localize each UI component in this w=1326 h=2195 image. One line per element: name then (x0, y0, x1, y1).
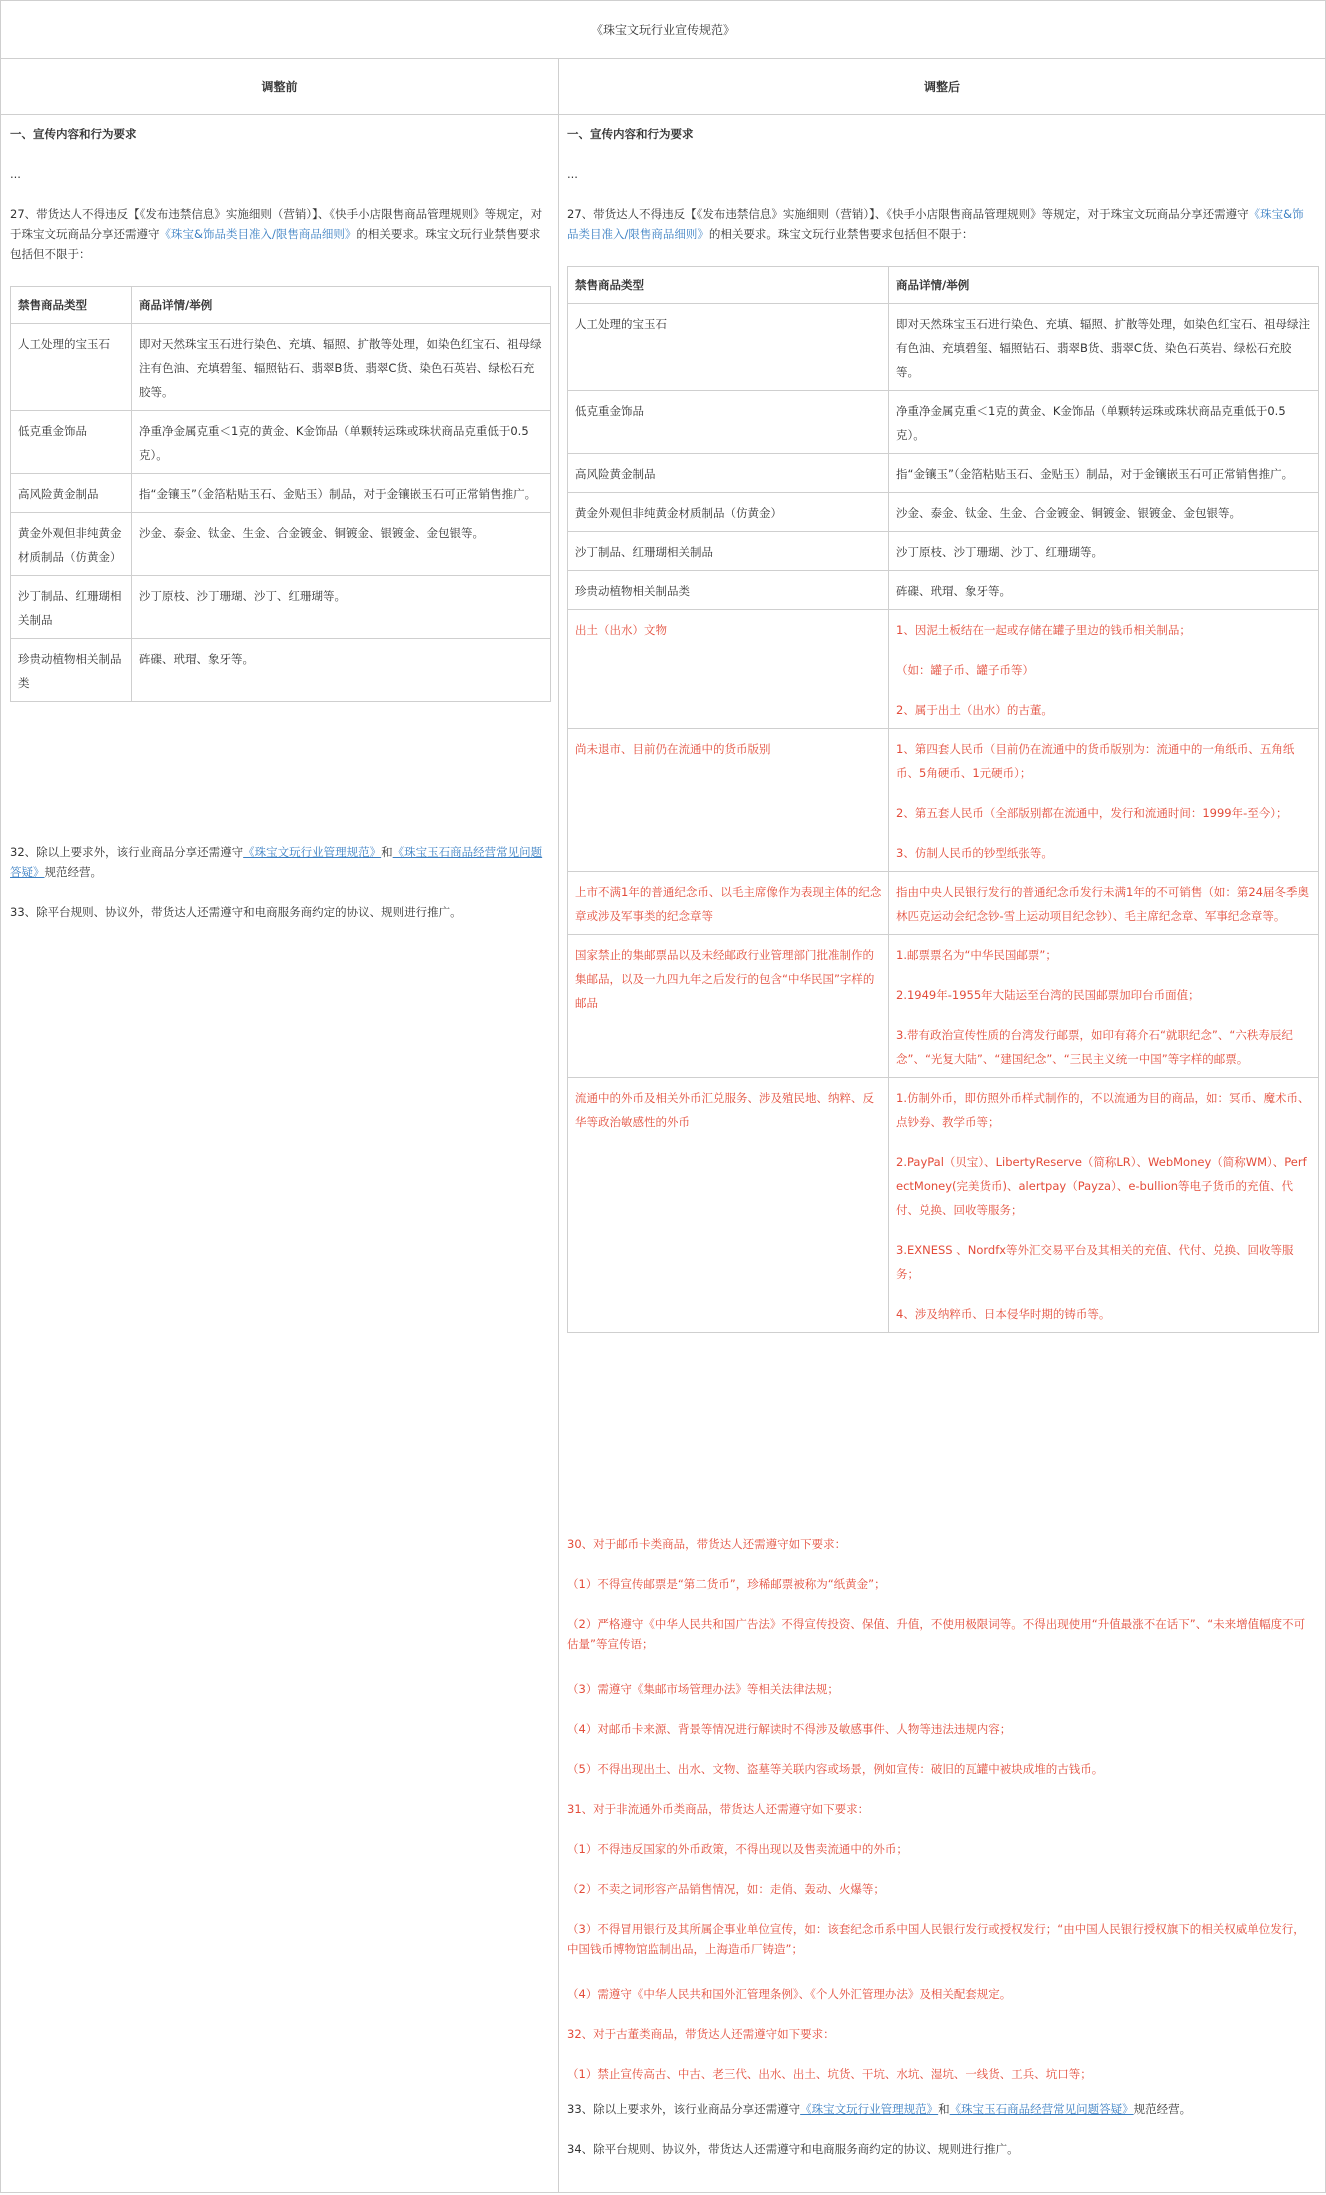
item-detail-cell (889, 304, 1319, 391)
item-type-cell: 沙丁制品、红珊瑚相关制品 (11, 576, 132, 639)
detail-paragraph: 2.1949年-1955年大陆运至台湾的民国邮票加印台币面值； (896, 988, 1200, 1002)
item-detail-cell (889, 454, 1319, 493)
table-row (11, 411, 551, 474)
rule-paragraph: （2）严格遵守《中华人民共和国广告法》不得宣传投资、保值、升值，不使用极限词等。不得出现使用“升值最涨不在话下”、“未来增值幅度不可估量”等宣传语； (567, 1617, 1306, 1651)
before-header: 调整前 (261, 79, 298, 94)
item-type-cell: 黄金外观但非纯黄金材质制品（仿黄金） (11, 513, 132, 576)
rule-paragraph: （5）不得出现出土、出水、文物、盗墓等关联内容或场景，例如宣传：破旧的瓦罐中被块成堆的古钱币。 (567, 1762, 1104, 1776)
rule-33: 33、除平台规则、协议外，带货达人还需遵守和电商服务商约定的协议、规则进行推广。 (10, 905, 462, 919)
table-row (11, 474, 551, 513)
column-header-type: 禁售商品类型 (568, 267, 889, 304)
table-row (568, 610, 1319, 729)
item-type-cell: 高风险黄金制品 (11, 474, 132, 513)
prohibited-items-table (567, 266, 1319, 1333)
table-row (11, 513, 551, 576)
table-row (568, 532, 1319, 571)
section-heading: 一、宣传内容和行为要求 (10, 127, 137, 141)
rule-paragraph: 30、对于邮币卡类商品，带货达人还需遵守如下要求： (567, 1537, 847, 1551)
rule-27: 27、带货达人不得违反【《发布违禁信息》实施细则（营销）】、《快手小店限售商品管理规则》等规定，对于珠宝文玩商品分享还需遵守《珠宝&饰品类目准入/限售商品细则》的相关要求。珠宝文玩行业禁售要求包括但不限于： (567, 207, 1304, 241)
detail-paragraph: 3.EXNESS 、Nordfx等外汇交易平台及其相关的充值、代付、兑换、回收等服务； (896, 1243, 1294, 1281)
item-type-cell: 低克重金饰品 (11, 411, 132, 474)
item-detail-cell (889, 391, 1319, 454)
after-header: 调整后 (923, 79, 960, 94)
rule-33: 33、除以上要求外，该行业商品分享还需遵守《珠宝文玩行业管理规范》和《珠宝玉石商品经营常见问题答疑》规范经营。 (567, 2102, 1192, 2116)
detail-paragraph: （如：罐子币、罐子币等） (896, 663, 1034, 677)
item-type-cell: 尚未退市、目前仍在流通中的货币版别 (568, 729, 889, 872)
detail-paragraph: 2、属于出土（出水）的古董。 (896, 703, 1053, 717)
item-type-cell: 流通中的外币及相关外币汇兑服务、涉及殖民地、纳粹、反华等政治敏感性的外币 (568, 1078, 889, 1333)
ellipsis: ... (567, 167, 578, 181)
section-heading: 一、宣传内容和行为要求 (567, 127, 694, 141)
table-row (568, 391, 1319, 454)
item-detail-cell: 沙金、泰金、钛金、生金、合金镀金、铜镀金、银镀金、金包银等。 (132, 513, 551, 576)
ellipsis: ... (10, 167, 21, 181)
rule-paragraph: 31、对于非流通外币类商品，带货达人还需遵守如下要求： (567, 1802, 870, 1816)
item-detail-cell: 指“金镶玉”（金箔粘贴玉石、金贴玉）制品，对于金镶嵌玉石可正常销售推广。 (132, 474, 551, 513)
item-type-cell: 低克重金饰品 (568, 391, 889, 454)
rule-34: 34、除平台规则、协议外，带货达人还需遵守和电商服务商约定的协议、规则进行推广。 (567, 2142, 1019, 2156)
rule-32: 32、除以上要求外，该行业商品分享还需遵守《珠宝文玩行业管理规范》和《珠宝玉石商品经营常见问题答疑》规范经营。 (10, 845, 543, 879)
item-detail-cell: 净重净金属克重＜1克的黄金、K金饰品（单颗转运珠或珠状商品克重低于0.5克）。 (132, 411, 551, 474)
column-header-type: 禁售商品类型 (11, 287, 132, 324)
detail-paragraph: 净重净金属克重＜1克的黄金、K金饰品（单颗转运珠或珠状商品克重低于0.5克）。 (896, 404, 1286, 442)
item-type-cell: 沙丁制品、红珊瑚相关制品 (568, 532, 889, 571)
category-rules-link[interactable]: 《珠宝&饰品类目准入/限售商品细则》 (159, 227, 357, 241)
item-type-cell: 珍贵动植物相关制品类 (568, 571, 889, 610)
rule-paragraph: （2）不卖之词形容产品销售情况，如：走俏、轰动、火爆等； (567, 1882, 885, 1896)
column-header-detail: 商品详情/举例 (132, 287, 551, 324)
table-header-row (11, 287, 551, 324)
detail-paragraph: 3、仿制人民币的钞型纸张等。 (896, 846, 1053, 860)
detail-paragraph: 砗磲、玳瑁、象牙等。 (896, 584, 1011, 598)
rule-paragraph: 32、对于古董类商品，带货达人还需遵守如下要求： (567, 2027, 835, 2041)
item-detail-cell (889, 571, 1319, 610)
detail-paragraph: 沙金、泰金、钛金、生金、合金镀金、铜镀金、银镀金、金包银等。 (896, 506, 1241, 520)
table-row (568, 872, 1319, 935)
item-type-cell: 珍贵动植物相关制品类 (11, 639, 132, 702)
faq-link[interactable]: 《珠宝玉石商品经营常见问题答疑》 (949, 2102, 1134, 2116)
table-row (568, 1078, 1319, 1333)
table-row (11, 639, 551, 702)
item-type-cell: 出土（出水）文物 (568, 610, 889, 729)
rule-paragraph: （3）需遵守《集邮市场管理办法》等相关法律法规； (567, 1682, 839, 1696)
table-row (568, 935, 1319, 1078)
item-detail-cell: 砗磲、玳瑁、象牙等。 (132, 639, 551, 702)
item-type-cell: 人工处理的宝玉石 (568, 304, 889, 391)
table-row (568, 454, 1319, 493)
rule-27: 27、带货达人不得违反【《发布违禁信息》实施细则（营销）】、《快手小店限售商品管理规则》等规定，对于珠宝文玩商品分享还需遵守《珠宝&饰品类目准入/限售商品细则》的相关要求。珠宝文玩行业禁售要求包括但不限于： (10, 207, 543, 261)
industry-rules-link[interactable]: 《珠宝文玩行业管理规范》 (243, 845, 382, 859)
table-row (568, 729, 1319, 872)
document-title: 《珠宝文玩行业宣传规范》 (1, 1, 1325, 59)
item-type-cell: 国家禁止的集邮票品以及未经邮政行业管理部门批准制作的集邮品，以及一九四九年之后发行的包含“中华民国”字样的邮品 (568, 935, 889, 1078)
table-row (568, 571, 1319, 610)
item-detail-cell (889, 729, 1319, 872)
rule-paragraph: （4）需遵守《中华人民共和国外汇管理条例》、《个人外汇管理办法》及相关配套规定。 (567, 1987, 1012, 2001)
detail-paragraph: 沙丁原枝、沙丁珊瑚、沙丁、红珊瑚等。 (896, 545, 1103, 559)
detail-paragraph: 即对天然珠宝玉石进行染色、充填、辐照、扩散等处理，如染色红宝石、祖母绿注有色油、充填碧玺、辐照钻石、翡翠B货、翡翠C货、染色石英岩、绿松石充胶等。 (896, 317, 1310, 379)
item-type-cell: 上市不满1年的普通纪念币、以毛主席像作为表现主体的纪念章或涉及军事类的纪念章等 (568, 872, 889, 935)
detail-paragraph: 2、第五套人民币（全部版别都在流通中，发行和流通时间：1999年-至今）； (896, 806, 1288, 820)
rule-paragraph: （3）不得冒用银行及其所属企事业单位宣传，如：该套纪念币系中国人民银行发行或授权发行；“由中国人民银行授权旗下的相关权威单位发行，中国钱币博物馆监制出品，上海造币厂铸造”； (567, 1922, 1305, 1956)
faq-link[interactable]: 《珠宝玉石商品经营常见问题答疑》 (10, 845, 543, 879)
detail-paragraph: 4、涉及纳粹币、日本侵华时期的铸币等。 (896, 1307, 1111, 1321)
comparison-header (1, 58, 1325, 115)
item-detail-cell (889, 935, 1319, 1078)
table-row (568, 493, 1319, 532)
table-row (11, 576, 551, 639)
table-row (11, 324, 551, 411)
detail-paragraph: 1、第四套人民币（目前仍在流通中的货币版别为：流通中的一角纸币、五角纸币、5角硬币、1元硬币）； (896, 742, 1295, 780)
prohibited-items-table (10, 286, 551, 702)
item-detail-cell (889, 872, 1319, 935)
rule-paragraph: （1）不得违反国家的外币政策，不得出现以及售卖流通中的外币； (567, 1842, 908, 1856)
column-header-detail: 商品详情/举例 (889, 267, 1319, 304)
column-divider (558, 58, 559, 2192)
category-rules-link[interactable]: 《珠宝&饰品类目准入/限售商品细则》 (567, 207, 1304, 241)
item-detail-cell (889, 1078, 1319, 1333)
detail-paragraph: 1.仿制外币，即仿照外币样式制作的，不以流通为目的商品，如：冥币、魔术币、点钞券、教学币等； (896, 1091, 1310, 1129)
rule-paragraph: （1）不得宣传邮票是“第二货币”，珍稀邮票被称为“纸黄金”； (567, 1577, 886, 1591)
item-detail-cell (889, 493, 1319, 532)
item-detail-cell: 即对天然珠宝玉石进行染色、充填、辐照、扩散等处理，如染色红宝石、祖母绿注有色油、充填碧玺、辐照钻石、翡翠B货、翡翠C货、染色石英岩、绿松石充胶等。 (132, 324, 551, 411)
item-detail-cell: 沙丁原枝、沙丁珊瑚、沙丁、红珊瑚等。 (132, 576, 551, 639)
detail-paragraph: 1.邮票票名为“中华民国邮票”； (896, 948, 1057, 962)
detail-paragraph: 指“金镶玉”（金箔粘贴玉石、金贴玉）制品，对于金镶嵌玉石可正常销售推广。 (896, 467, 1294, 481)
detail-paragraph: 3.带有政治宣传性质的台湾发行邮票，如印有蒋介石“就职纪念”、“六秩寿辰纪念”、“光复大陆”、“建国纪念”、“三民主义统一中国”等字样的邮票。 (896, 1028, 1293, 1066)
rule-paragraph: （4）对邮币卡来源、背景等情况进行解读时不得涉及敏感事件、人物等违法违规内容； (567, 1722, 1012, 1736)
item-detail-cell (889, 532, 1319, 571)
item-detail-cell (889, 610, 1319, 729)
industry-rules-link[interactable]: 《珠宝文玩行业管理规范》 (800, 2102, 939, 2116)
item-type-cell: 高风险黄金制品 (568, 454, 889, 493)
table-header-row (568, 267, 1319, 304)
detail-paragraph: 指由中央人民银行发行的普通纪念币发行未满1年的不可销售（如：第24届冬季奥林匹克运动会纪念钞-雪上运动项目纪念钞）、毛主席纪念章、军事纪念章等。 (896, 885, 1309, 923)
item-type-cell: 黄金外观但非纯黄金材质制品（仿黄金） (568, 493, 889, 532)
detail-paragraph: 2.PayPal（贝宝）、LibertyReserve（简称LR）、WebMoney（简称WM）、PerfectMoney(完美货币)、alertpay（Payza）、e-bullion等电子货币的充值、代付、兑换、回收等服务； (896, 1155, 1307, 1217)
table-row (568, 304, 1319, 391)
detail-paragraph: 1、因泥土板结在一起或存储在罐子里边的钱币相关制品； (896, 623, 1191, 637)
rule-paragraph: （1）禁止宣传高古、中古、老三代、出水、出土、坑货、干坑、水坑、湿坑、一线货、工兵、坑口等； (567, 2067, 1092, 2081)
item-type-cell: 人工处理的宝玉石 (11, 324, 132, 411)
